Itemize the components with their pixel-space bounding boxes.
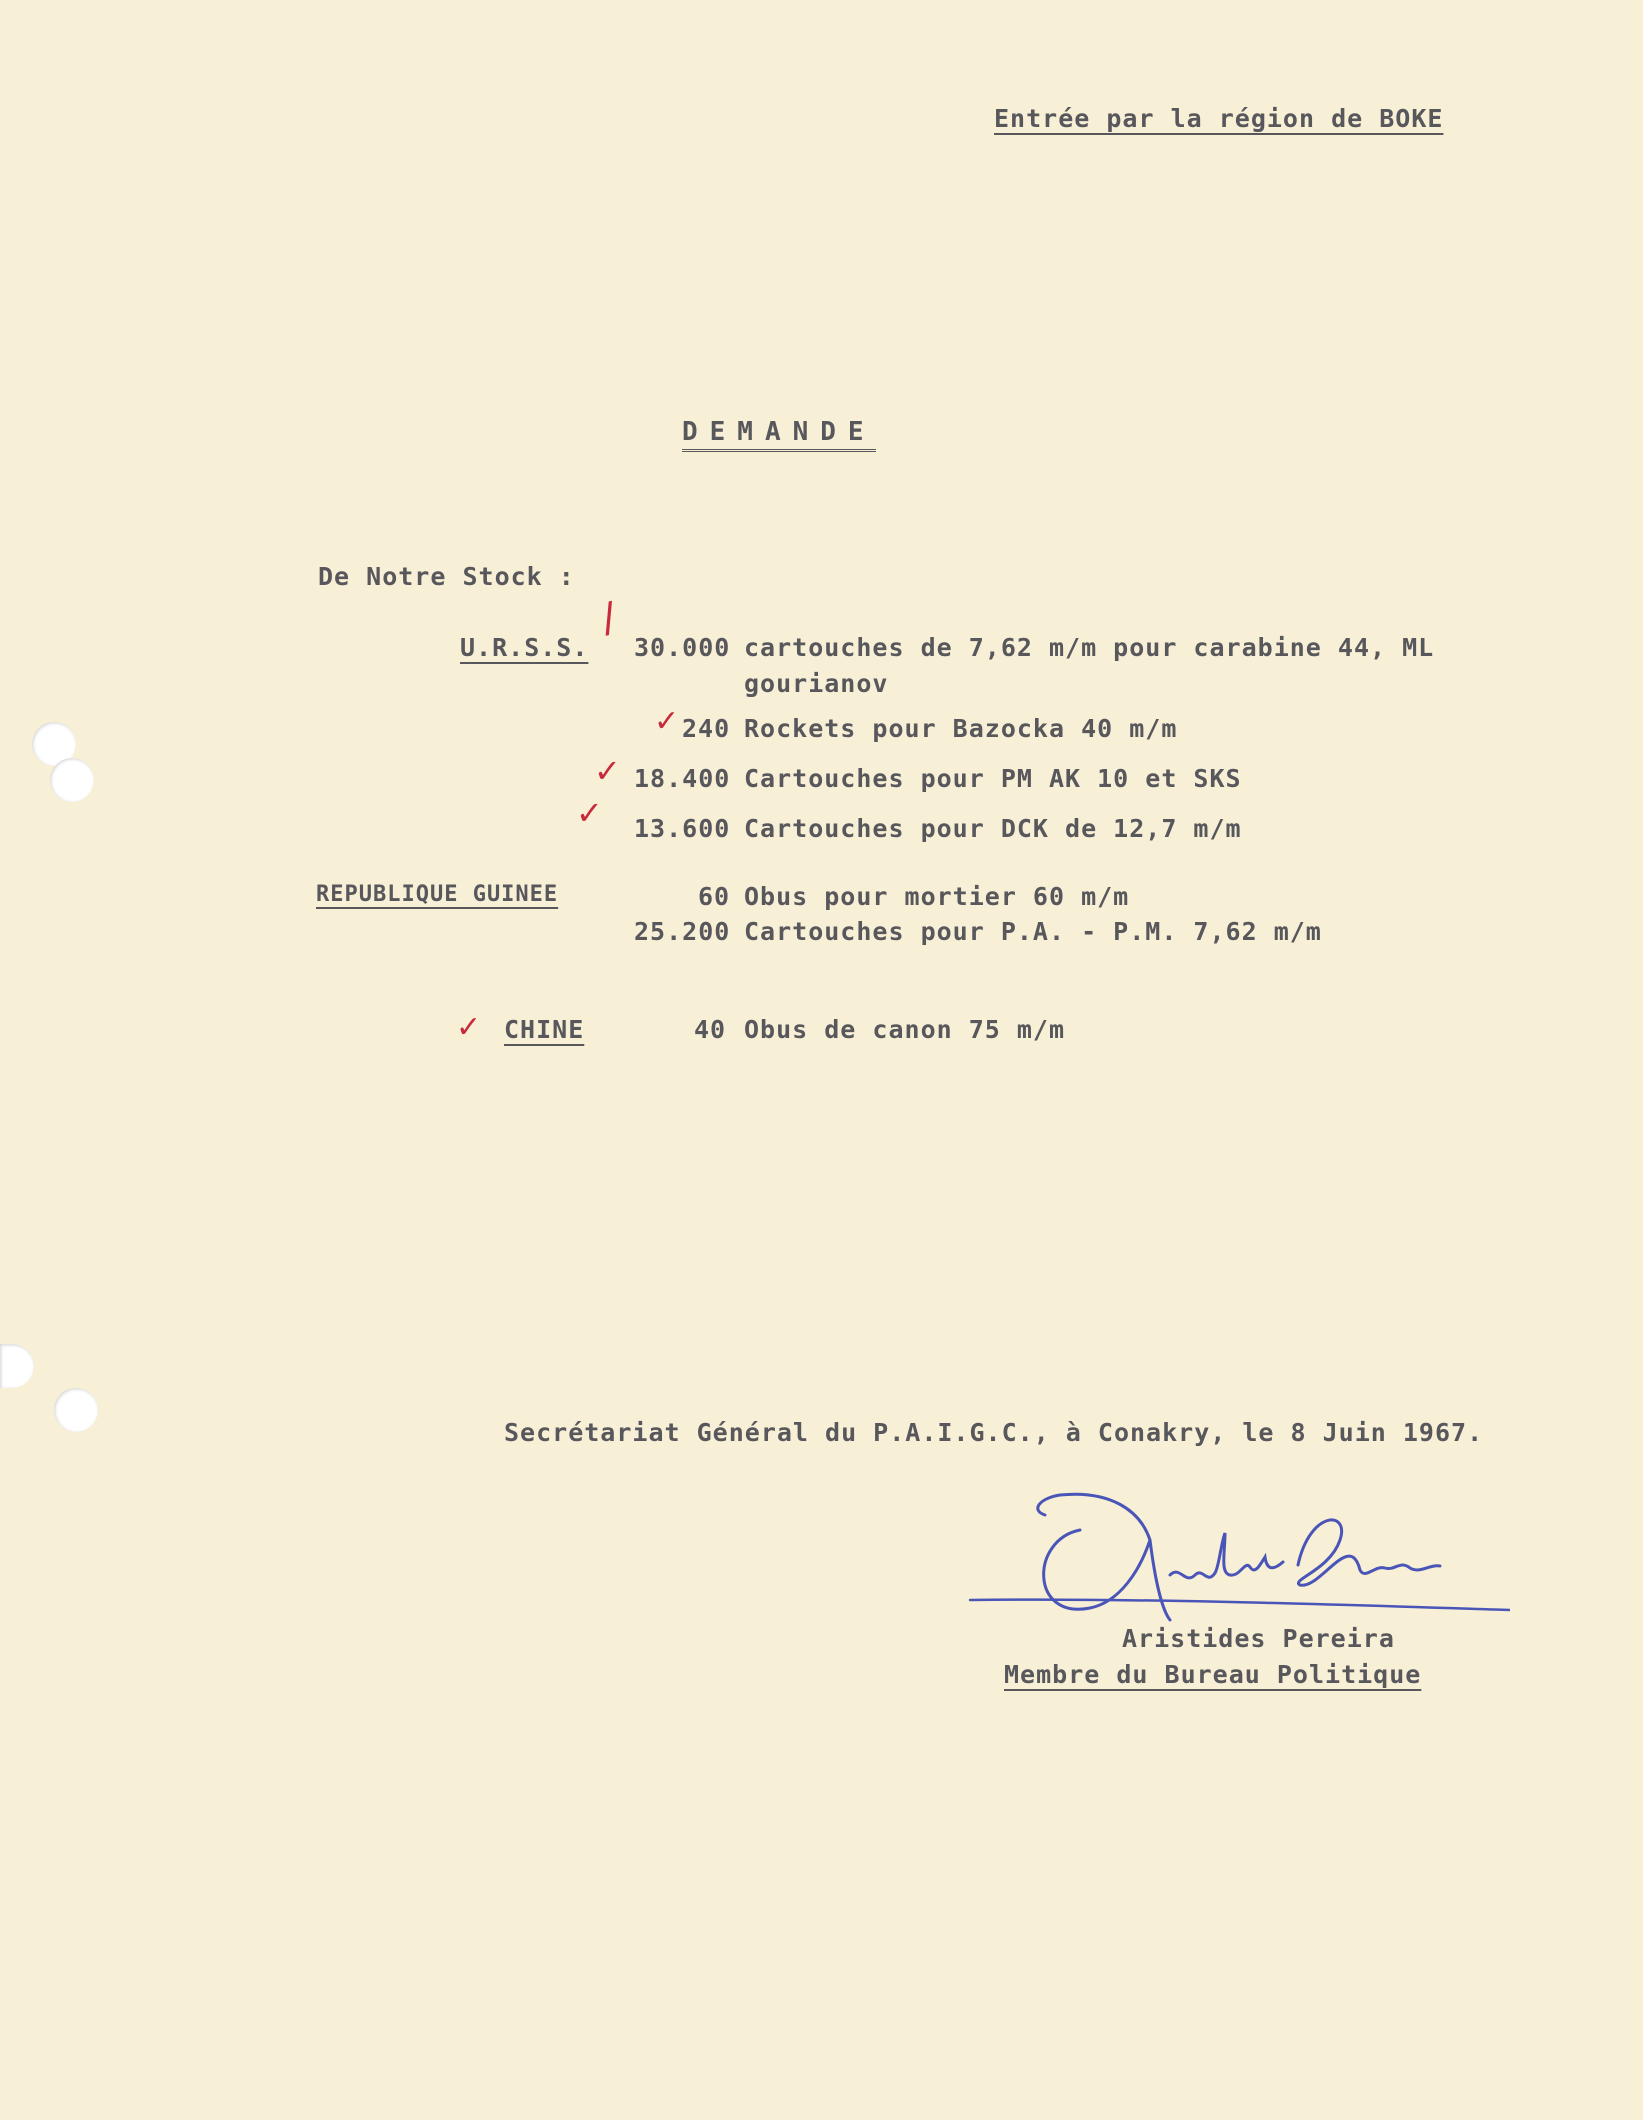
signatory-title: Membre du Bureau Politique [1004, 1660, 1422, 1689]
check-mark-icon: ✓ [456, 1010, 482, 1045]
item-qty: 13.600 [634, 814, 731, 843]
item-desc: Obus pour mortier 60 m/m [744, 882, 1130, 911]
item-qty: 25.200 [634, 917, 731, 946]
punch-hole-bottom-left [0, 1344, 34, 1388]
item-desc: Cartouches pour P.A. - P.M. 7,62 m/m [744, 917, 1322, 946]
page-title: DEMANDE [682, 419, 876, 452]
check-mark-icon: ✓ [594, 752, 621, 790]
entry-region-heading: Entrée par la région de BOKE [994, 104, 1444, 133]
item-desc: Cartouches pour PM AK 10 et SKS [744, 764, 1242, 793]
item-desc: Rockets pour Bazocka 40 m/m [744, 714, 1178, 743]
origin-label-urss: U.R.S.S. [460, 633, 589, 662]
signature [950, 1470, 1510, 1640]
place-date-line: Secrétariat Général du P.A.I.G.C., à Conakry, le 8 Juin 1967. [504, 1418, 1484, 1447]
intro-label: De Notre Stock : [318, 562, 575, 591]
item-qty: 60 [698, 882, 731, 911]
item-desc: cartouches de 7,62 m/m pour carabine 44, ML [744, 633, 1435, 662]
origin-label-guinee: REPUBLIQUE GUINEE [316, 882, 559, 907]
item-qty: 18.400 [634, 764, 731, 793]
item-desc: Obus de canon 75 m/m [744, 1015, 1066, 1044]
origin-label-chine: CHINE [504, 1015, 585, 1044]
punch-hole-top-right [50, 758, 94, 802]
item-qty: 30.000 [634, 633, 731, 662]
check-mark-icon: ✓ [654, 704, 680, 739]
item-desc-continuation: gourianov [744, 669, 889, 698]
item-qty: 40 [694, 1015, 727, 1044]
check-mark-icon: ✓ [576, 794, 603, 832]
punch-hole-bottom-right [54, 1388, 98, 1432]
item-qty: 240 [682, 714, 731, 743]
check-mark-icon: / [597, 594, 621, 642]
signatory-name: Aristides Pereira [1122, 1624, 1395, 1653]
item-desc: Cartouches pour DCK de 12,7 m/m [744, 814, 1242, 843]
